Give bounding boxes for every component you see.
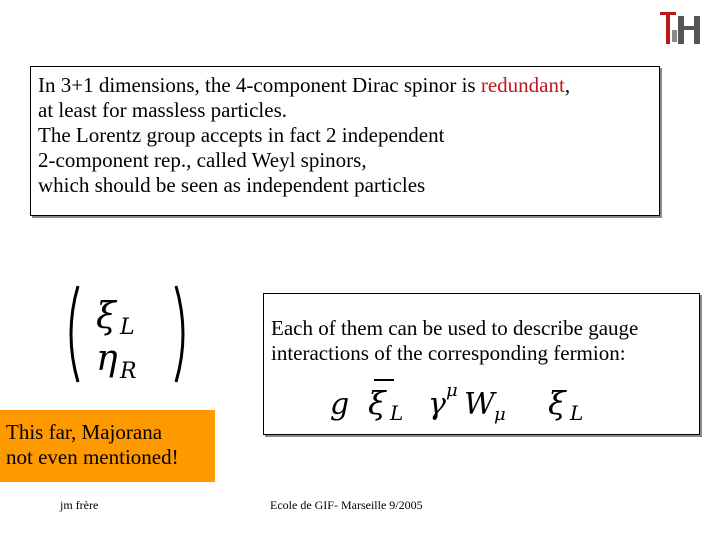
svg-text:η: η	[96, 338, 118, 379]
gauge-line-2: interactions of the corresponding fermion:	[271, 341, 626, 365]
svg-text:W: W	[464, 387, 495, 422]
intro-line-1: In 3+1 dimensions, the 4-component Dirac spinor is redundant,	[38, 73, 571, 97]
intro-line-4: 2-component rep., called Weyl spinors,	[38, 148, 367, 172]
gauge-line-1: Each of them can be used to describe gauge	[271, 316, 639, 340]
institution-logo	[655, 10, 711, 46]
svg-text:ξ: ξ	[96, 296, 116, 337]
svg-text:μ: μ	[446, 380, 458, 401]
intro-line-3: The Lorentz group accepts in fact 2 independent	[38, 123, 445, 147]
intro-text-box	[30, 66, 660, 216]
callout-line-2: not even mentioned!	[6, 445, 179, 469]
highlight-word: redundant	[480, 73, 565, 97]
footer-event: Ecole de GIF- Marseille 9/2005	[270, 498, 423, 512]
svg-text:g: g	[330, 387, 350, 422]
intro-line-5: which should be seen as independent particles	[38, 173, 426, 197]
svg-text:ξ: ξ	[368, 384, 386, 422]
callout-line-1: This far, Majorana	[6, 420, 163, 444]
weyl-spinor-doublet	[62, 282, 192, 386]
footer-author: jm frère	[60, 498, 99, 512]
svg-text:μ: μ	[494, 404, 506, 425]
gauge-interaction-formula	[330, 372, 610, 428]
majorana-callout	[0, 410, 215, 482]
svg-text:L: L	[120, 315, 135, 340]
intro-line-2: at least for massless particles.	[38, 98, 288, 122]
svg-text:L: L	[390, 401, 404, 425]
svg-text:R: R	[120, 359, 137, 384]
svg-text:L: L	[570, 401, 584, 425]
svg-text:γ: γ	[428, 387, 446, 422]
svg-text:ξ: ξ	[548, 384, 566, 422]
